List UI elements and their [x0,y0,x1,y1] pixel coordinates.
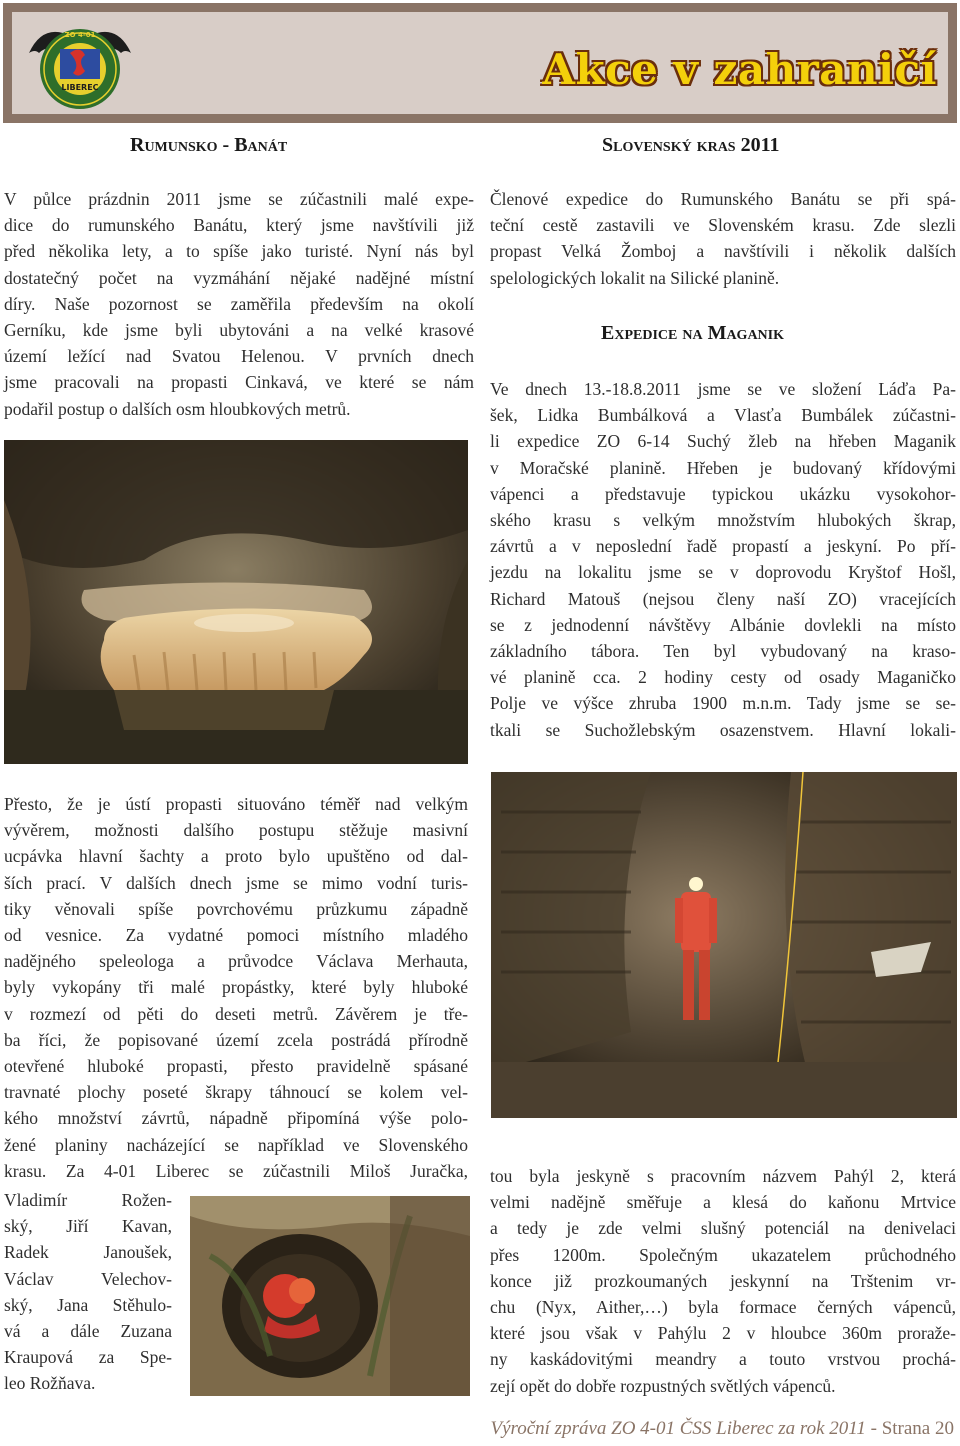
text-line: díry. Naše pozornost se zaměřila především na okolí [4,293,474,314]
text-line: závrtů a v neposlední řadě propastí a jeskyní. Po pří- [490,536,956,557]
article-body-maganik [490,376,956,743]
text-line: jezdu na lokalitu jsme se v doprovodu Kryštof Hošl, [490,562,956,583]
text-line: přes 1200m. Společným ukazatelem průchodného [490,1244,956,1265]
page-footer [490,1418,954,1440]
text-line: základního tábora. Ten byl vybudovaný na kraso- [490,641,956,662]
text-line: jsme pracovali na propasti Cinkavá, ve které se nám [4,372,474,393]
text-line: dostatečný počet na vyzmáhání nějaké nadějné místní [4,267,474,288]
text-line: Kraupová za Spe- [4,1347,172,1368]
text-line: propast Velká Žomboj a navštívili i několik dalších [490,241,956,262]
text-line: se z jednodenní návštěvy Albánie dovlekli na místo [490,614,956,635]
text-line: V půlce prázdnin 2011 jsme se zúčastnili malé expe- [4,189,474,209]
svg-text:ZO 4-01: ZO 4-01 [64,31,96,39]
section-title: Akce v zahraničí [542,45,937,94]
text-line: vývěrem, možnosti dalšího postupu stěžuje masivní [4,820,468,841]
text-line: od vesnice. Za vydatné pomoci místního mladého [4,925,468,946]
text-line: tkali se Suchožlebským osazenstvem. Hlavní lokali- [490,719,956,740]
text-line: v rozmezí od pěti do deseti metrů. Závěrem je tře- [4,1003,468,1024]
text-line: vá a dále Zuzana [4,1321,172,1342]
text-line: vápenci a představuje typickou ukázku vysokohor- [490,483,956,504]
text-line: Ve dnech 13.-18.8.2011 jsme se ve složení Láďa Pa- [490,379,956,399]
text-line: ba říci, že popisované území zcela postrádá přírodně [4,1029,468,1050]
club-logo [25,13,135,113]
text-line: Členové expedice do Rumunského Banátu se při spá- [490,189,956,209]
text-line: nadějného speleologa a průvodce Václava Merhauta, [4,951,468,972]
text-line: území ležící nad Svatou Helenou. V prvních dnech [4,346,474,367]
text-line: v Moračské planině. Hřeben je budovaný křídovými [490,457,956,478]
text-line: dice do rumunského Banátu, který jsme navštívili již [4,215,474,236]
text-line: chu (Nyx, Aither,…) byla formace černých vápenců, [490,1297,956,1318]
footer-separator: - [865,1418,882,1439]
publication-title: Výroční zpráva ZO 4-01 ČSS Liberec za rok 2011 [490,1418,866,1439]
cave-lake-photo [4,440,468,764]
participants-list [4,1187,172,1397]
text-line: žené planiny nacházející se například ve Slovenského [4,1134,468,1155]
text-line: Přesto, že je ústí propasti situováno téměř nad velkým [4,794,468,814]
text-line: kého množství závrtů, nápadně připomíná výše polo- [4,1108,468,1129]
article-body-rumunsko [4,186,474,422]
text-line: leo Rožňava. [4,1373,96,1394]
text-line: ský, Jiří Kavan, [4,1216,172,1237]
page-number: Strana 20 [881,1418,954,1439]
text-line: velmi nadějně směřuje a klesá do kaňonu Mrtvice [490,1192,956,1213]
article-body-rumunsko-continued [4,791,468,1184]
text-line: Richard Matouš (nejsou členy naší ZO) vracejících [490,588,956,609]
text-line: Vladimír Rožen- [4,1190,172,1210]
text-line: otevřené hluboké propasti, přesto pravidelně spásané [4,1056,468,1077]
text-line: podařil postup o dalších osm hloubkových metrů. [4,398,351,419]
text-line: byly vykopány tři malé propástky, které byly hluboké [4,977,468,998]
text-line: vé planině cca. 2 hodiny cesty od osady Maganičko [490,667,956,688]
text-line: konce již prozkoumaných jeskynní na Trštenim vr- [490,1270,956,1291]
text-line: ších prací. V dalších dnech jsme se mimo vodní turis- [4,872,468,893]
text-line: li expedice ZO 6-14 Suchý žleb na hřeben Maganik [490,431,956,452]
page-header [3,3,957,123]
text-line: spelologických lokalit na Silické planině. [490,267,780,288]
text-line: ny kaskádovitými meandry a touto vrstvou prochá- [490,1349,956,1370]
text-line: a tedy je zde velmi slušný potenciál na denivelaci [490,1218,956,1239]
article-title-rumunsko: Rumunsko - Banát [130,134,288,156]
text-line: travnaté plochy poseté škrapy táhnoucí se kolem vel- [4,1082,468,1103]
article-body-maganik-continued [490,1163,956,1399]
text-line: Polje ve výšce zhruba 1900 m.n.m. Tady jsme se se- [490,693,956,714]
text-line: teční cestě zastavili ve Slovenském krasu. Zde slezli [490,215,956,236]
text-line: ského krasu s velkým množstvím hlubokých škrap, [490,510,956,531]
text-line: krasu. Za 4-01 Liberec se zúčastnili Miloš Juračka, [4,1160,468,1181]
text-line: Radek Janoušek, [4,1242,172,1263]
article-body-slovensky-kras [490,186,956,291]
text-line: ucpávka hlavní šachty a proto bylo upuštěno od dal- [4,846,468,867]
text-line: šek, Lidka Bumbálková a Vlasťa Bumbálek zúčastni- [490,405,956,426]
text-line: které jsou však v Pahýlu 2 v hloubce 360m proraže- [490,1323,956,1344]
text-line: zejí opět do dobře rozpustných světlých vápenců. [490,1375,836,1396]
text-line: Václav Velechov- [4,1268,172,1289]
caver-in-cave-photo [491,772,957,1118]
text-line: před několika lety, a to spíše jako turisté. Nyní nás byl [4,241,474,262]
article-title-slovensky-kras: Slovenský kras 2011 [602,134,780,156]
article-title-maganik: Expedice na Maganik [601,322,785,344]
text-line: Gerníku, kde jsme byli ubytováni a na velké krasové [4,320,474,341]
text-line: tiky věnovali spíše povrchovému průzkumu západně [4,898,468,919]
pit-entrance-photo [190,1196,470,1396]
text-line: tou byla jeskyně s pracovním názvem Pahýl 2, která [490,1166,956,1186]
text-line: ský, Jana Stěhulo- [4,1294,172,1315]
svg-text:LIBEREC: LIBEREC [61,83,99,92]
